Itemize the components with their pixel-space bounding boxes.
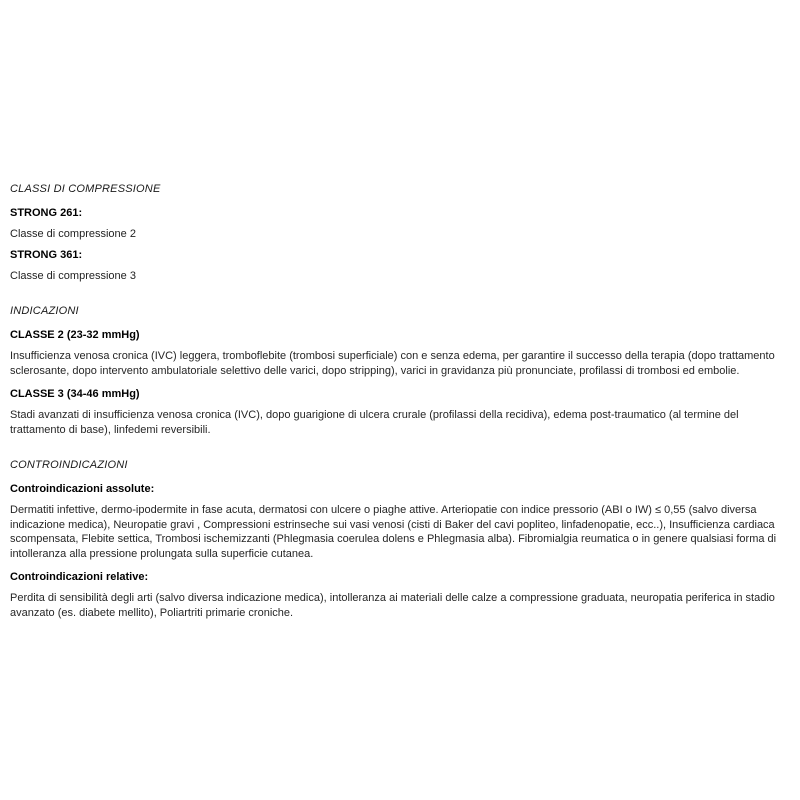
- product-label-strong-261: STRONG 261:: [10, 207, 83, 219]
- product-class-strong-361: Classe di compressione 3: [10, 270, 136, 282]
- section-title-indicazioni: INDICAZIONI: [10, 305, 79, 317]
- paragraph-controindicazioni-assolute: Dermatiti infettive, dermo-ipodermite in fase acuta, dermatosi con ulcere o piaghe attive. Arteriopatie con indice pressorio (ABI o IW) ≤ 0,55 (salvo diversa indicazione medica), Neuropatie gravi , Compressioni estrinseche sui vasi venosi (cisti di Baker del cavi popliteo, linfadenopatie, ecc..), Insufficienza cardiaca scompensata, Flebite settica, Trombosi ischemizzanti (Phlegmasia coerulea dolens e Phlegmasia alba). Fibromialgia reumatica o in genere qualsiasi forma di intolleranza alla pressione prolungata sulla superficie cutanea.: [10, 504, 777, 560]
- subheading-controindicazioni-relative: Controindicazioni relative:: [10, 571, 149, 583]
- paragraph-classe-2: Insufficienza venosa cronica (IVC) leggera, tromboflebite (trombosi superficiale) con e senza edema, per garantire il successo della terapia (dopo trattamento sclerosante, dopo intervento ambulatoriale selettivo delle varici, dopo stripping), varici in gravidanza più pronunciate, profilassi di trombosi ed embolie.: [10, 350, 775, 377]
- paragraph-controindicazioni-relative: Perdita di sensibilità degli arti (salvo diversa indicazione medica), intolleranza ai materiali delle calze a compressione graduata, neuropatia periferica in stadio avanzato (es. diabete mellito), Poliartriti primarie croniche.: [10, 592, 775, 619]
- product-label-strong-361: STRONG 361:: [10, 249, 83, 261]
- paragraph-classe-3: Stadi avanzati di insufficienza venosa cronica (IVC), dopo guarigione di ulcera crurale (profilassi della recidiva), edema post-traumatico (al termine del trattamento di base), linfedemi reversibili.: [10, 409, 739, 436]
- subheading-classe-3: CLASSE 3 (34-46 mmHg): [10, 388, 140, 400]
- product-class-strong-261: Classe di compressione 2: [10, 228, 136, 240]
- section-indicazioni: [10, 304, 792, 437]
- subheading-controindicazioni-assolute: Controindicazioni assolute:: [10, 483, 155, 495]
- section-title-classi-di-compressione: CLASSI DI COMPRESSIONE: [10, 183, 161, 195]
- section-classi-di-compressione: [10, 182, 792, 283]
- section-title-controindicazioni: CONTROINDICAZIONI: [10, 459, 128, 471]
- subheading-classe-2: CLASSE 2 (23-32 mmHg): [10, 329, 140, 341]
- section-controindicazioni: [10, 458, 792, 620]
